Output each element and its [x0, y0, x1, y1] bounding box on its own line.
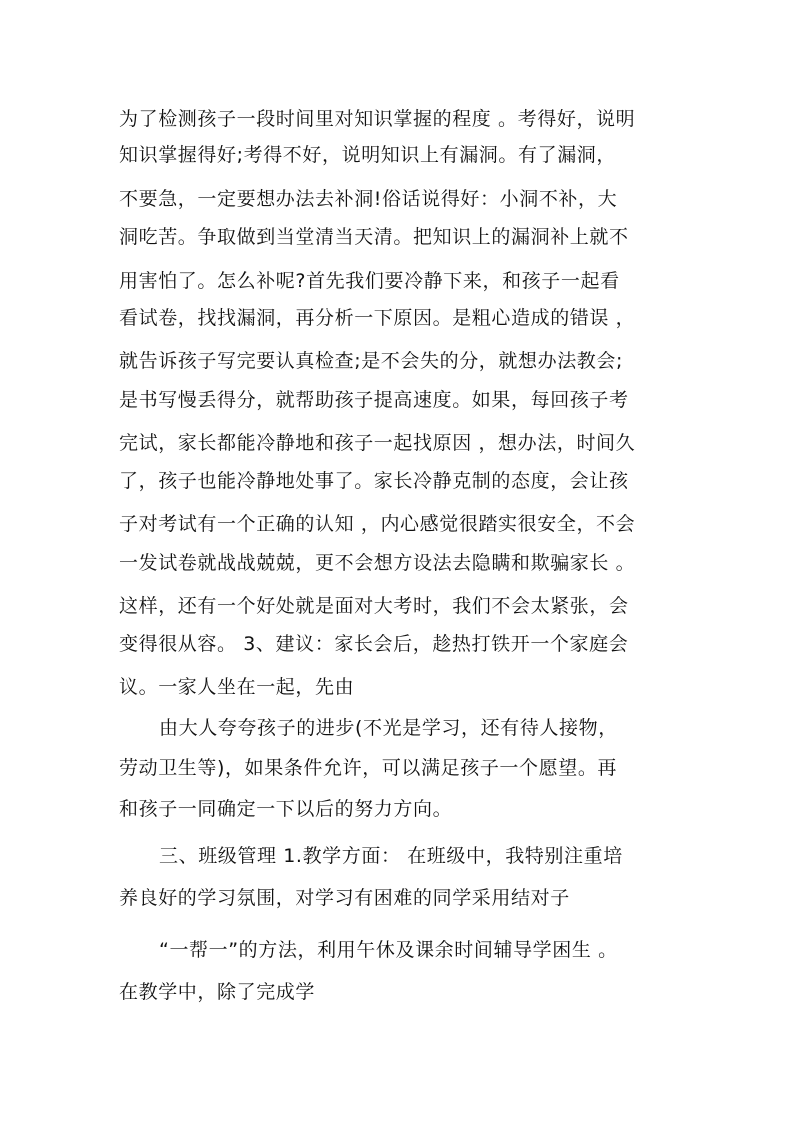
text-line: 养良好的学习氛围，对学习有困难的同学采用结对子 — [119, 887, 570, 909]
text-line: 一发试卷就战战兢兢，更不会想方设法去隐瞒和欺骗家长 。 — [119, 552, 636, 574]
text-line: 看试卷，找找漏洞，再分析一下原因。是粗心造成的错误 ， — [119, 307, 636, 329]
text-line: 三、班级管理 1.教学方面： 在班级中，我特别注重培 — [159, 845, 623, 867]
text-line: 变得很从容。 3、建议：家长会后，趁热打铁开一个家庭会 — [119, 633, 629, 655]
text-line: 劳动卫生等)，如果条件允许，可以满足孩子一个愿望。再 — [119, 757, 618, 779]
text-line: 洞吃苦。争取做到当堂清当天清。把知识上的漏洞补上就不 — [119, 226, 629, 248]
text-line: 和孩子一同确定一下以后的努力方向。 — [119, 798, 453, 820]
text-line: 完试，家长都能冷静地和孩子一起找原因 ，想办法，时间久 — [119, 432, 636, 454]
text-line: 了，孩子也能冷静地处事了。家长冷静克制的态度，会让孩 — [119, 470, 629, 492]
text-line: 不要急，一定要想办法去补洞!俗话说得好：小洞不补，大 — [119, 188, 618, 210]
text-line: 为了检测孩子一段时间里对知识掌握的程度 。考得好，说明 — [119, 108, 636, 130]
text-line: 在教学中，除了完成学 — [119, 981, 316, 1003]
text-line: 子对考试有一个正确的认知 ，内心感觉很踏实很安全，不会 — [119, 513, 636, 535]
text-line: 用害怕了。怎么补呢?首先我们要冷静下来，和孩子一起看 — [119, 270, 620, 292]
text-line: 由大人夸夸孩子的进步(不光是学习，还有待人接物， — [159, 717, 618, 739]
text-line: 知识掌握得好;考得不好，说明知识上有漏洞。有了漏洞， — [119, 144, 617, 166]
text-line: 就告诉孩子写完要认真检查;是不会失的分，就想办法教会; — [119, 350, 624, 372]
text-line: 这样，还有一个好处就是面对大考时，我们不会太紧张，会 — [119, 595, 629, 617]
text-line: 议。一家人坐在一起，先由 — [119, 676, 355, 698]
text-line: 是书写慢丢得分，就帮助孩子提高速度。如果，每回孩子考 — [119, 389, 629, 411]
text-line: “一帮一”的方法，利用午休及课余时间辅导学困生 。 — [159, 939, 618, 961]
